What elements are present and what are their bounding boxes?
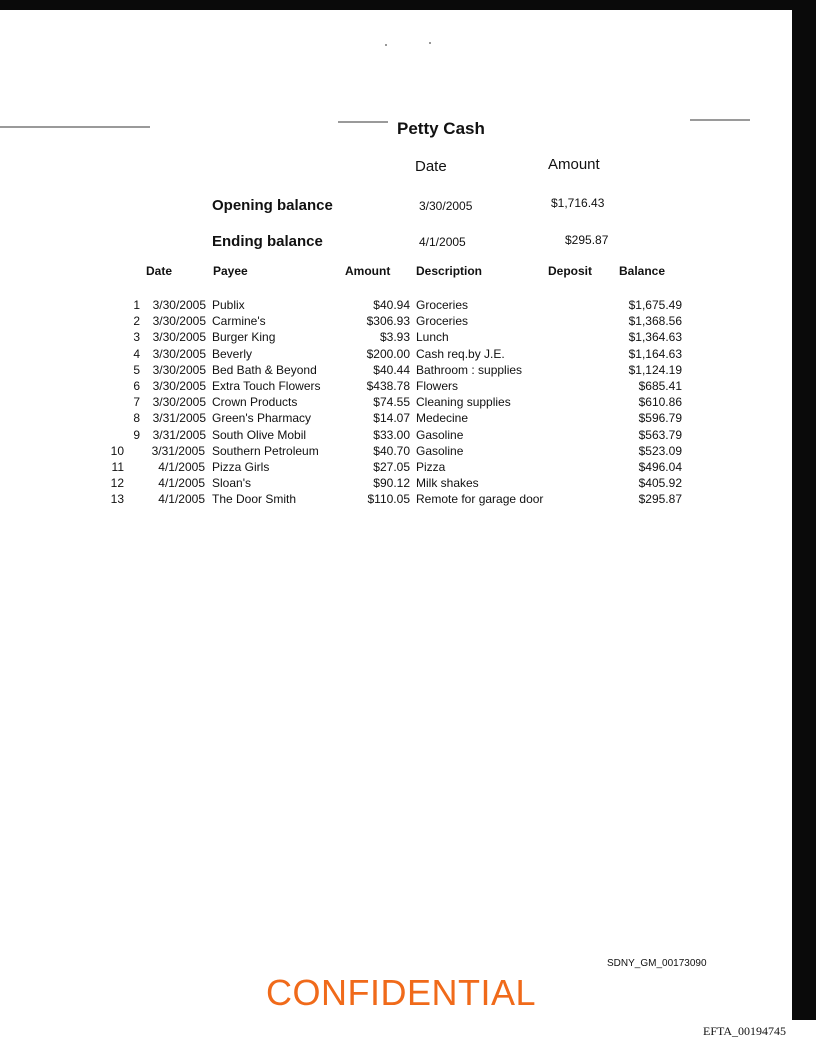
- row-number: 9: [133, 427, 140, 442]
- row-amount: $74.55: [373, 395, 410, 410]
- table-row: [0, 379, 792, 395]
- row-description: Gasoline: [416, 443, 464, 458]
- row-payee: Green's Pharmacy: [212, 411, 311, 426]
- row-amount: $40.70: [373, 443, 410, 458]
- row-balance: $685.41: [638, 379, 682, 393]
- bates-number: SDNY_GM_00173090: [607, 958, 707, 969]
- row-amount: $200.00: [366, 346, 410, 361]
- row-date: 3/30/2005: [152, 346, 206, 361]
- row-date: 3/30/2005: [152, 362, 206, 377]
- row-number: 10: [110, 443, 124, 458]
- row-number: 13: [110, 492, 124, 507]
- row-description: Gasoline: [416, 427, 464, 442]
- row-date: 3/30/2005: [152, 298, 206, 312]
- table-row: [0, 395, 792, 411]
- row-number: 11: [111, 460, 124, 474]
- scan-artifact-line: [0, 126, 150, 128]
- confidential-stamp: CONFIDENTIAL: [266, 972, 537, 1013]
- scan-border-top: [0, 0, 816, 10]
- row-payee: Pizza Girls: [212, 460, 270, 474]
- row-balance: $1,364.63: [628, 330, 682, 345]
- row-description: Medecine: [416, 411, 469, 426]
- row-payee: Beverly: [212, 346, 253, 361]
- scan-border-right: [792, 0, 816, 1020]
- row-number: 12: [110, 476, 124, 491]
- row-balance: $610.86: [638, 395, 682, 410]
- row-balance: $405.92: [638, 476, 682, 491]
- table-row: [0, 363, 792, 379]
- row-balance: $1,124.19: [628, 362, 682, 377]
- row-payee: Burger King: [212, 330, 276, 345]
- table-row: [0, 492, 792, 508]
- document-title: Petty Cash: [397, 119, 485, 138]
- opening-balance-date: 3/30/2005: [419, 199, 473, 213]
- opening-balance-label: Opening balance: [212, 197, 333, 214]
- table-row: [0, 460, 792, 476]
- row-number: 2: [133, 314, 140, 329]
- row-payee: Southern Petroleum: [212, 443, 319, 458]
- row-date: 3/30/2005: [152, 395, 206, 410]
- ending-balance-date: 4/1/2005: [419, 235, 466, 249]
- table-row: [0, 476, 792, 492]
- row-description: Remote for garage door: [416, 492, 544, 507]
- row-number: 1: [133, 298, 140, 312]
- row-balance: $563.79: [638, 427, 682, 442]
- row-date: 4/1/2005: [158, 476, 205, 491]
- row-amount: $33.00: [373, 427, 410, 442]
- row-amount: $14.07: [373, 411, 410, 426]
- efta-number: EFTA_00194745: [703, 1024, 787, 1038]
- row-number: 7: [133, 395, 140, 410]
- row-balance: $1,368.56: [628, 314, 682, 329]
- column-header-amount: Amount: [345, 264, 391, 278]
- row-balance: $523.09: [638, 443, 682, 458]
- row-description: Milk shakes: [416, 476, 479, 491]
- row-description: Groceries: [416, 314, 469, 329]
- row-payee: Publix: [212, 298, 245, 312]
- row-amount: $40.94: [373, 298, 410, 312]
- table-row: [0, 330, 792, 346]
- row-description: Bathroom : supplies: [416, 362, 523, 377]
- row-amount: $90.12: [373, 476, 410, 491]
- table-row: [0, 314, 792, 330]
- scan-artifact-line: [338, 121, 388, 123]
- row-balance: $295.87: [638, 492, 682, 507]
- row-date: 3/31/2005: [152, 411, 206, 426]
- header-amount-label: Amount: [548, 156, 600, 173]
- row-date: 3/30/2005: [152, 330, 206, 345]
- column-header-description: Description: [416, 264, 483, 278]
- row-amount: $40.44: [373, 362, 410, 377]
- row-number: 8: [133, 411, 140, 426]
- table-row: [0, 444, 792, 460]
- row-description: Flowers: [416, 379, 459, 393]
- column-header-payee: Payee: [213, 264, 248, 278]
- table-row: [0, 428, 792, 444]
- row-amount: $110.05: [367, 492, 410, 507]
- row-number: 6: [133, 379, 140, 393]
- ending-balance-amount: $295.87: [565, 233, 609, 247]
- row-description: Cash req.by J.E.: [416, 346, 505, 361]
- row-description: Lunch: [416, 330, 449, 345]
- row-payee: The Door Smith: [212, 492, 297, 507]
- row-date: 3/31/2005: [152, 427, 206, 442]
- header-date-label: Date: [415, 158, 447, 175]
- column-header-date: Date: [146, 264, 173, 278]
- row-date: 4/1/2005: [158, 460, 205, 474]
- row-balance: $1,675.49: [628, 298, 682, 312]
- row-payee: South Olive Mobil: [212, 427, 307, 442]
- table-row: [0, 411, 792, 427]
- row-number: 5: [133, 362, 140, 377]
- scan-artifact-line: [690, 119, 750, 121]
- table-row: [0, 298, 792, 314]
- row-balance: $1,164.63: [628, 346, 682, 361]
- row-balance: $596.79: [638, 411, 682, 426]
- row-date: 4/1/2005: [158, 492, 205, 507]
- row-balance: $496.04: [638, 460, 682, 474]
- row-amount: $438.78: [366, 379, 410, 393]
- scan-speck: [385, 44, 387, 46]
- row-amount: $3.93: [379, 330, 410, 345]
- row-date: 3/30/2005: [152, 379, 206, 393]
- scan-speck: [429, 42, 431, 44]
- opening-balance-amount: $1,716.43: [551, 196, 605, 210]
- row-description: Cleaning supplies: [416, 395, 511, 410]
- row-payee: Crown Products: [212, 395, 298, 410]
- column-header-deposit: Deposit: [548, 264, 593, 278]
- row-date: 3/30/2005: [152, 314, 206, 329]
- row-description: Pizza: [416, 460, 446, 474]
- column-header-balance: Balance: [619, 264, 666, 278]
- row-number: 4: [133, 346, 140, 361]
- table-row: [0, 347, 792, 363]
- row-payee: Extra Touch Flowers: [212, 379, 321, 393]
- ending-balance-label: Ending balance: [212, 233, 323, 250]
- row-payee: Carmine's: [212, 314, 266, 329]
- row-payee: Bed Bath & Beyond: [212, 362, 317, 377]
- row-number: 3: [133, 330, 140, 345]
- row-description: Groceries: [416, 298, 469, 312]
- row-amount: $27.05: [373, 460, 410, 474]
- row-amount: $306.93: [366, 314, 410, 329]
- row-payee: Sloan's: [212, 476, 251, 491]
- row-date: 3/31/2005: [151, 443, 205, 458]
